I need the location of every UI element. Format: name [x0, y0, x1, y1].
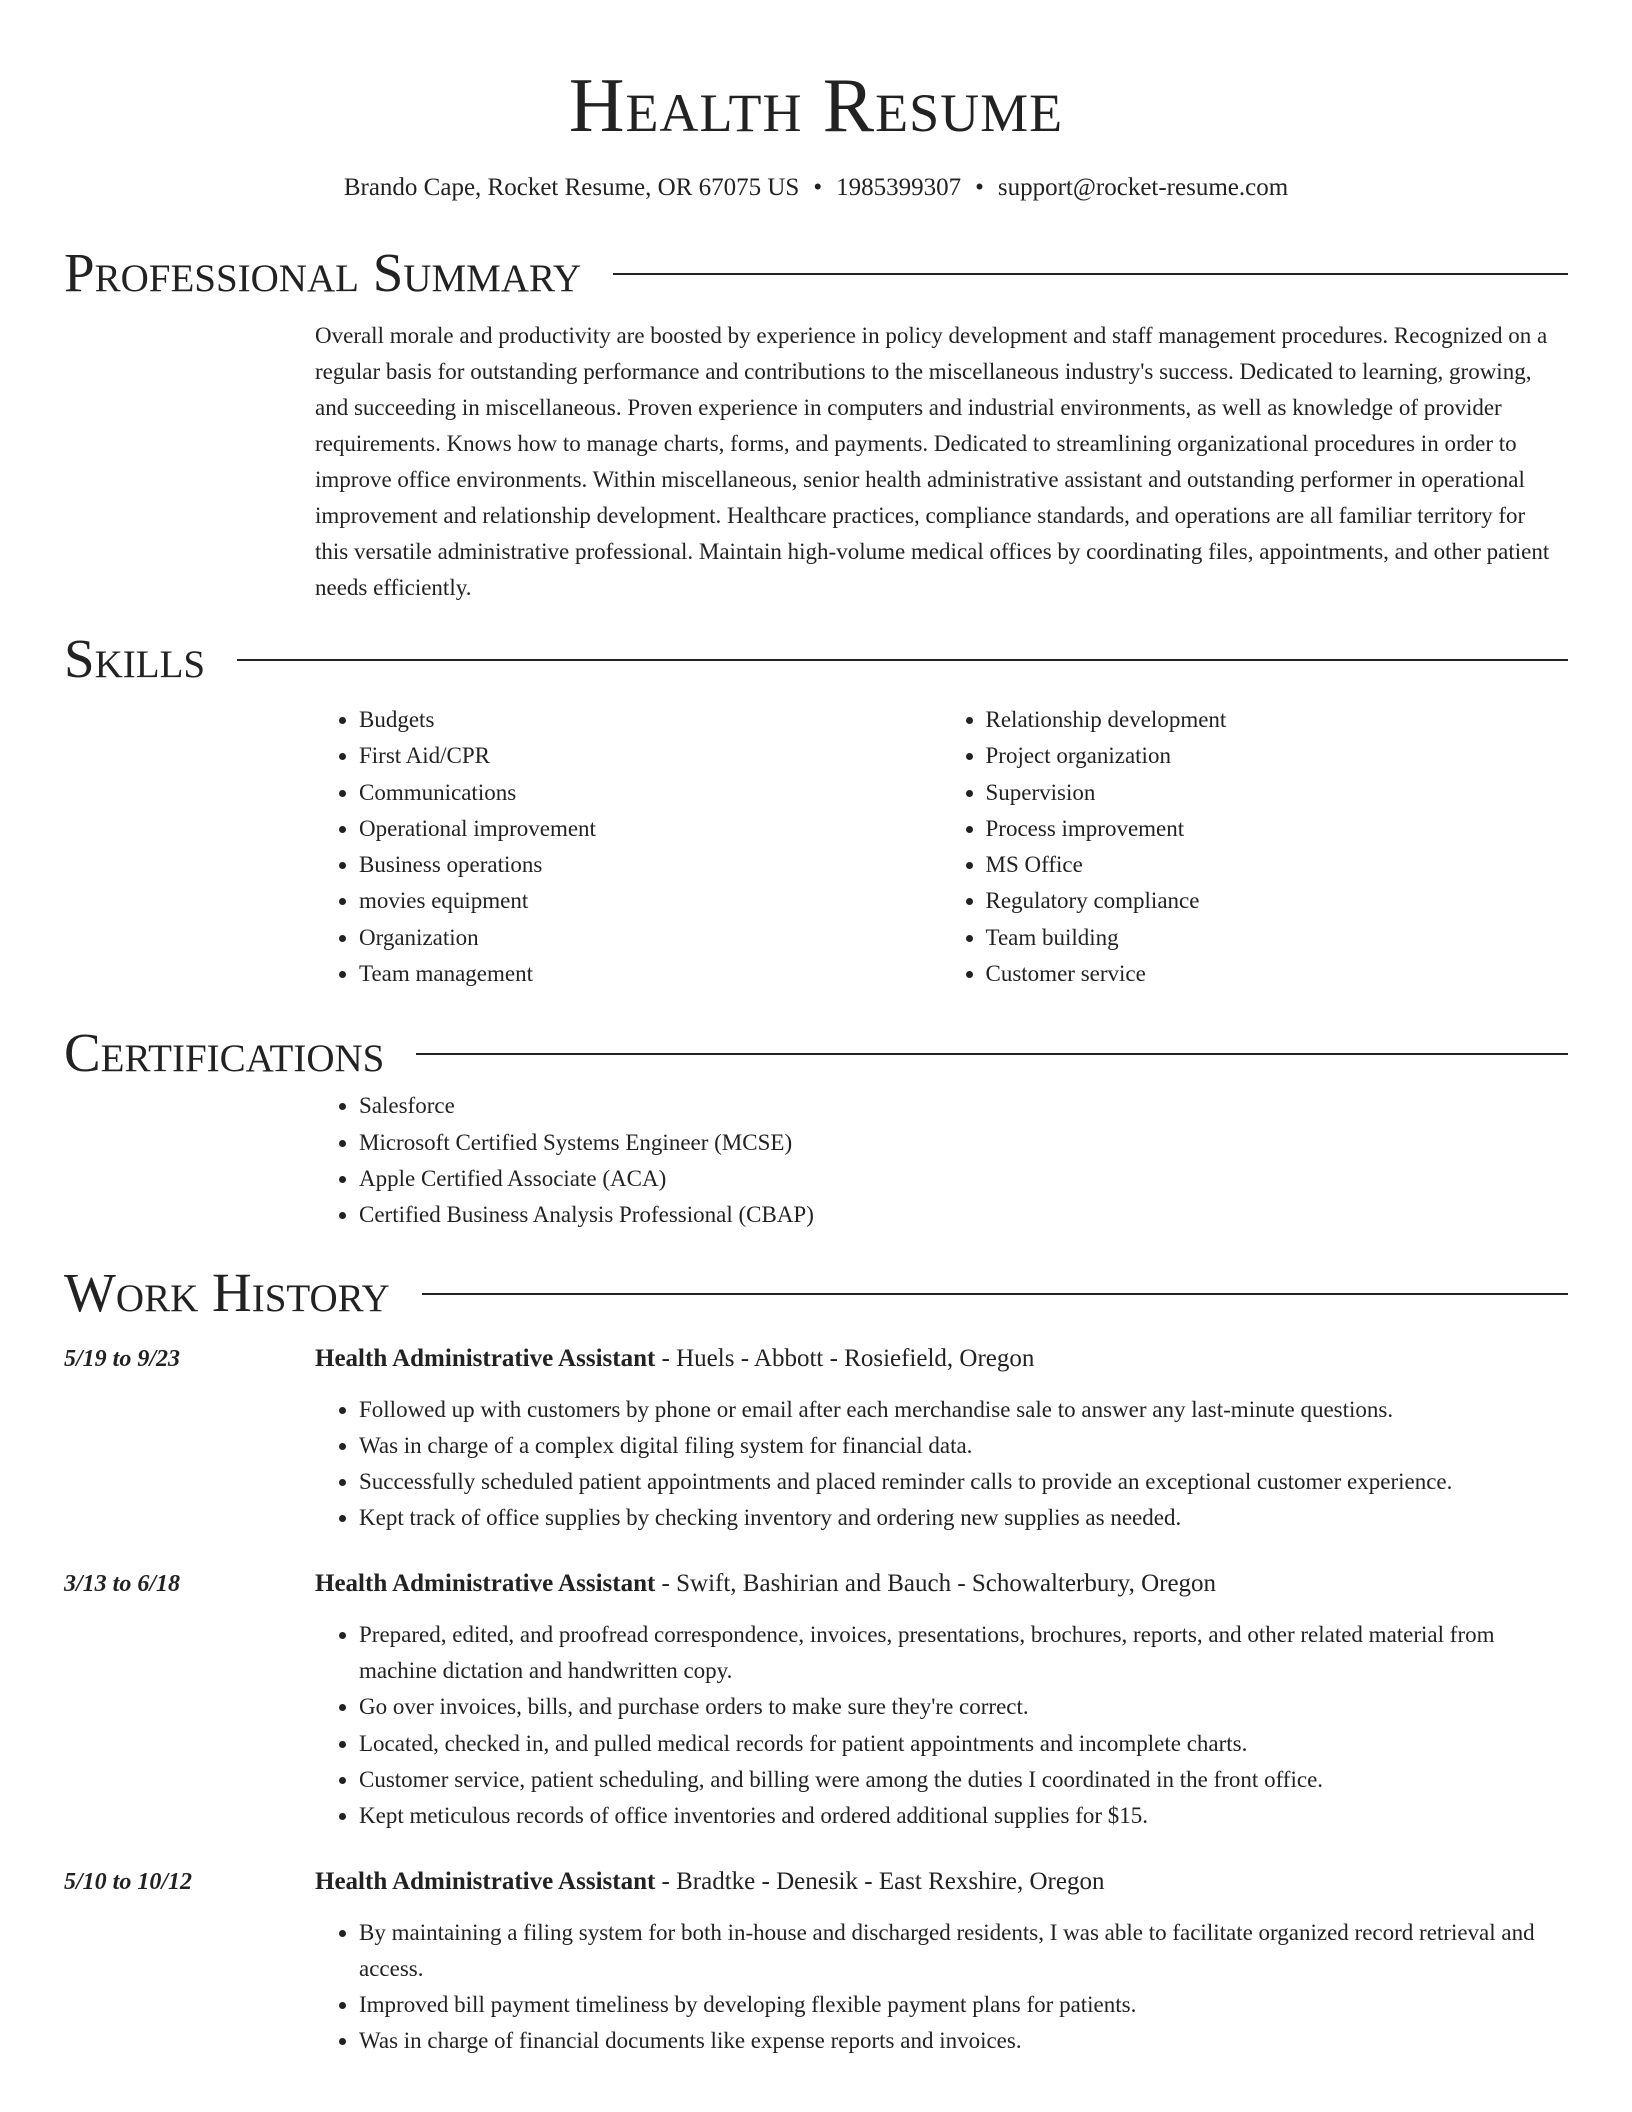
- certifications-heading: Certifications: [64, 1022, 385, 1084]
- certification-item: • Microsoft Certified Systems Engineer (MCSE): [359, 1125, 1568, 1161]
- job-dates: 3/13 to 6/18: [64, 1570, 181, 1597]
- job-bullet: • Successfully scheduled patient appointments and placed reminder calls to provide an exceptional customer experience.: [359, 1464, 1568, 1500]
- contact-address: Brando Cape, Rocket Resume, OR 67075 US: [343, 174, 800, 201]
- job-employer-location: - Huels - Abbott - Rosiefield, Oregon: [655, 1344, 1035, 1372]
- job-responsibilities: [315, 1617, 1568, 1835]
- job-dates: 5/10 to 10/12: [64, 1868, 193, 1895]
- job-bullet: • Located, checked in, and pulled medical records for patient appointments and incomplete charts.: [359, 1726, 1568, 1762]
- resume-title: Health Resume: [568, 62, 1064, 148]
- job-details: [315, 1567, 1568, 1835]
- job-bullet: • Kept meticulous records of office inventories and ordered additional supplies for $15.: [359, 1798, 1568, 1834]
- work-history-section-header: [64, 1258, 1568, 1328]
- job-title: Health Administrative Assistant: [315, 1344, 656, 1372]
- contact-separator: •: [813, 174, 823, 201]
- skills-list-left: [315, 702, 942, 992]
- skills-section: [315, 702, 1568, 992]
- job-employer-location: - Bradtke - Denesik - East Rexshire, Oregon: [655, 1867, 1105, 1895]
- job-entry: [64, 1567, 1568, 1835]
- summary-section: [315, 318, 1568, 606]
- job-bullet: • Prepared, edited, and proofread correspondence, invoices, presentations, brochures, reports, and other related material from machine dictation and handwritten copy.: [359, 1617, 1568, 1690]
- contact-line: [64, 172, 1568, 204]
- summary-text: Overall morale and productivity are boosted by experience in policy development and staff management procedures. Recognized on a regular basis for outstanding performance and contributions to the miscellaneous industry's success. Dedicated to learning, growing, and succeeding in miscellaneous. Proven experience in computers and industrial environments, as well as knowledge of provider requirements. Knows how to manage charts, forms, and payments. Dedicated to streamlining organizational procedures in order to improve office environments. Within miscellaneous, senior health administrative assistant and outstanding performer in operational improvement and relationship development. Healthcare practices, compliance standards, and operations are all familiar territory for this versatile administrative professional. Maintain high-volume medical offices by coordinating files, appointments, and other patient needs efficiently.: [315, 323, 1550, 600]
- job-heading: [315, 1865, 1568, 1899]
- contact-separator: •: [975, 174, 984, 201]
- job-title: Health Administrative Assistant: [315, 1569, 656, 1597]
- skills-heading: Skills: [64, 628, 206, 689]
- skill-item: • Process improvement: [986, 811, 1569, 847]
- job-responsibilities: [315, 1915, 1568, 2060]
- job-bullet: • Improved bill payment timeliness by developing flexible payment plans for patients.: [359, 1987, 1568, 2023]
- job-heading: [315, 1567, 1568, 1601]
- skill-item: • First Aid/CPR: [359, 738, 942, 774]
- skill-item: • Team building: [986, 920, 1569, 956]
- job-heading: [315, 1342, 1568, 1376]
- certifications-section: [315, 1088, 1568, 1233]
- job-bullet: • Kept track of office supplies by checking inventory and ordering new supplies as needed.: [359, 1500, 1568, 1536]
- section-divider: [422, 1293, 1568, 1295]
- certification-item: • Certified Business Analysis Professional (CBAP): [359, 1197, 1568, 1233]
- job-bullet: • Was in charge of financial documents like expense reports and invoices.: [359, 2023, 1568, 2059]
- job-details: [315, 1865, 1568, 2060]
- skill-item: • Team management: [359, 956, 942, 992]
- job-bullet: • Go over invoices, bills, and purchase orders to make sure they're correct.: [359, 1689, 1568, 1725]
- job-bullet: • Followed up with customers by phone or email after each merchandise sale to answer any last-minute questions.: [359, 1392, 1568, 1428]
- job-dates: 5/19 to 9/23: [64, 1345, 181, 1372]
- section-divider: [237, 659, 1568, 661]
- job-bullet: • By maintaining a filing system for both in-house and discharged residents, I was able to facilitate organized record retrieval and access.: [359, 1915, 1568, 1988]
- resume-page: [64, 0, 1568, 2060]
- skill-item: • Operational improvement: [359, 811, 942, 847]
- section-divider: [613, 273, 1568, 275]
- job-bullet: • Customer service, patient scheduling, and billing were among the duties I coordinated in the front office.: [359, 1762, 1568, 1798]
- skills-section-header: [64, 624, 1568, 694]
- skill-item: • Supervision: [986, 775, 1569, 811]
- summary-section-header: [64, 238, 1568, 308]
- skills-list-right: [942, 702, 1569, 992]
- skill-item: • Relationship development: [986, 702, 1569, 738]
- job-entry: [64, 1865, 1568, 2060]
- skill-item: • Organization: [359, 920, 942, 956]
- skill-item: • Regulatory compliance: [986, 883, 1569, 919]
- certifications-list: [315, 1088, 1568, 1233]
- contact-email: support@rocket-resume.com: [997, 174, 1289, 201]
- skill-item: • Project organization: [986, 738, 1569, 774]
- contact-phone: 1985399307: [836, 174, 962, 201]
- skill-item: • movies equipment: [359, 883, 942, 919]
- skill-item: • MS Office: [986, 847, 1569, 883]
- skill-item: • Customer service: [986, 956, 1569, 992]
- job-responsibilities: [315, 1392, 1568, 1537]
- certification-item: • Apple Certified Associate (ACA): [359, 1161, 1568, 1197]
- job-title: Health Administrative Assistant: [315, 1867, 656, 1895]
- job-entry: [64, 1342, 1568, 1537]
- job-details: [315, 1342, 1568, 1537]
- work-history-heading: Work History: [64, 1261, 390, 1323]
- certification-item: • Salesforce: [359, 1088, 1568, 1124]
- skill-item: • Budgets: [359, 702, 942, 738]
- summary-heading: Professional Summary: [64, 242, 582, 303]
- job-bullet: • Was in charge of a complex digital filing system for financial data.: [359, 1428, 1568, 1464]
- skill-item: • Business operations: [359, 847, 942, 883]
- skill-item: • Communications: [359, 775, 942, 811]
- certifications-section-header: [64, 1018, 1568, 1088]
- section-divider: [416, 1053, 1568, 1055]
- skills-grid: [315, 702, 1568, 992]
- job-employer-location: - Swift, Bashirian and Bauch - Schowalterbury, Oregon: [655, 1569, 1217, 1597]
